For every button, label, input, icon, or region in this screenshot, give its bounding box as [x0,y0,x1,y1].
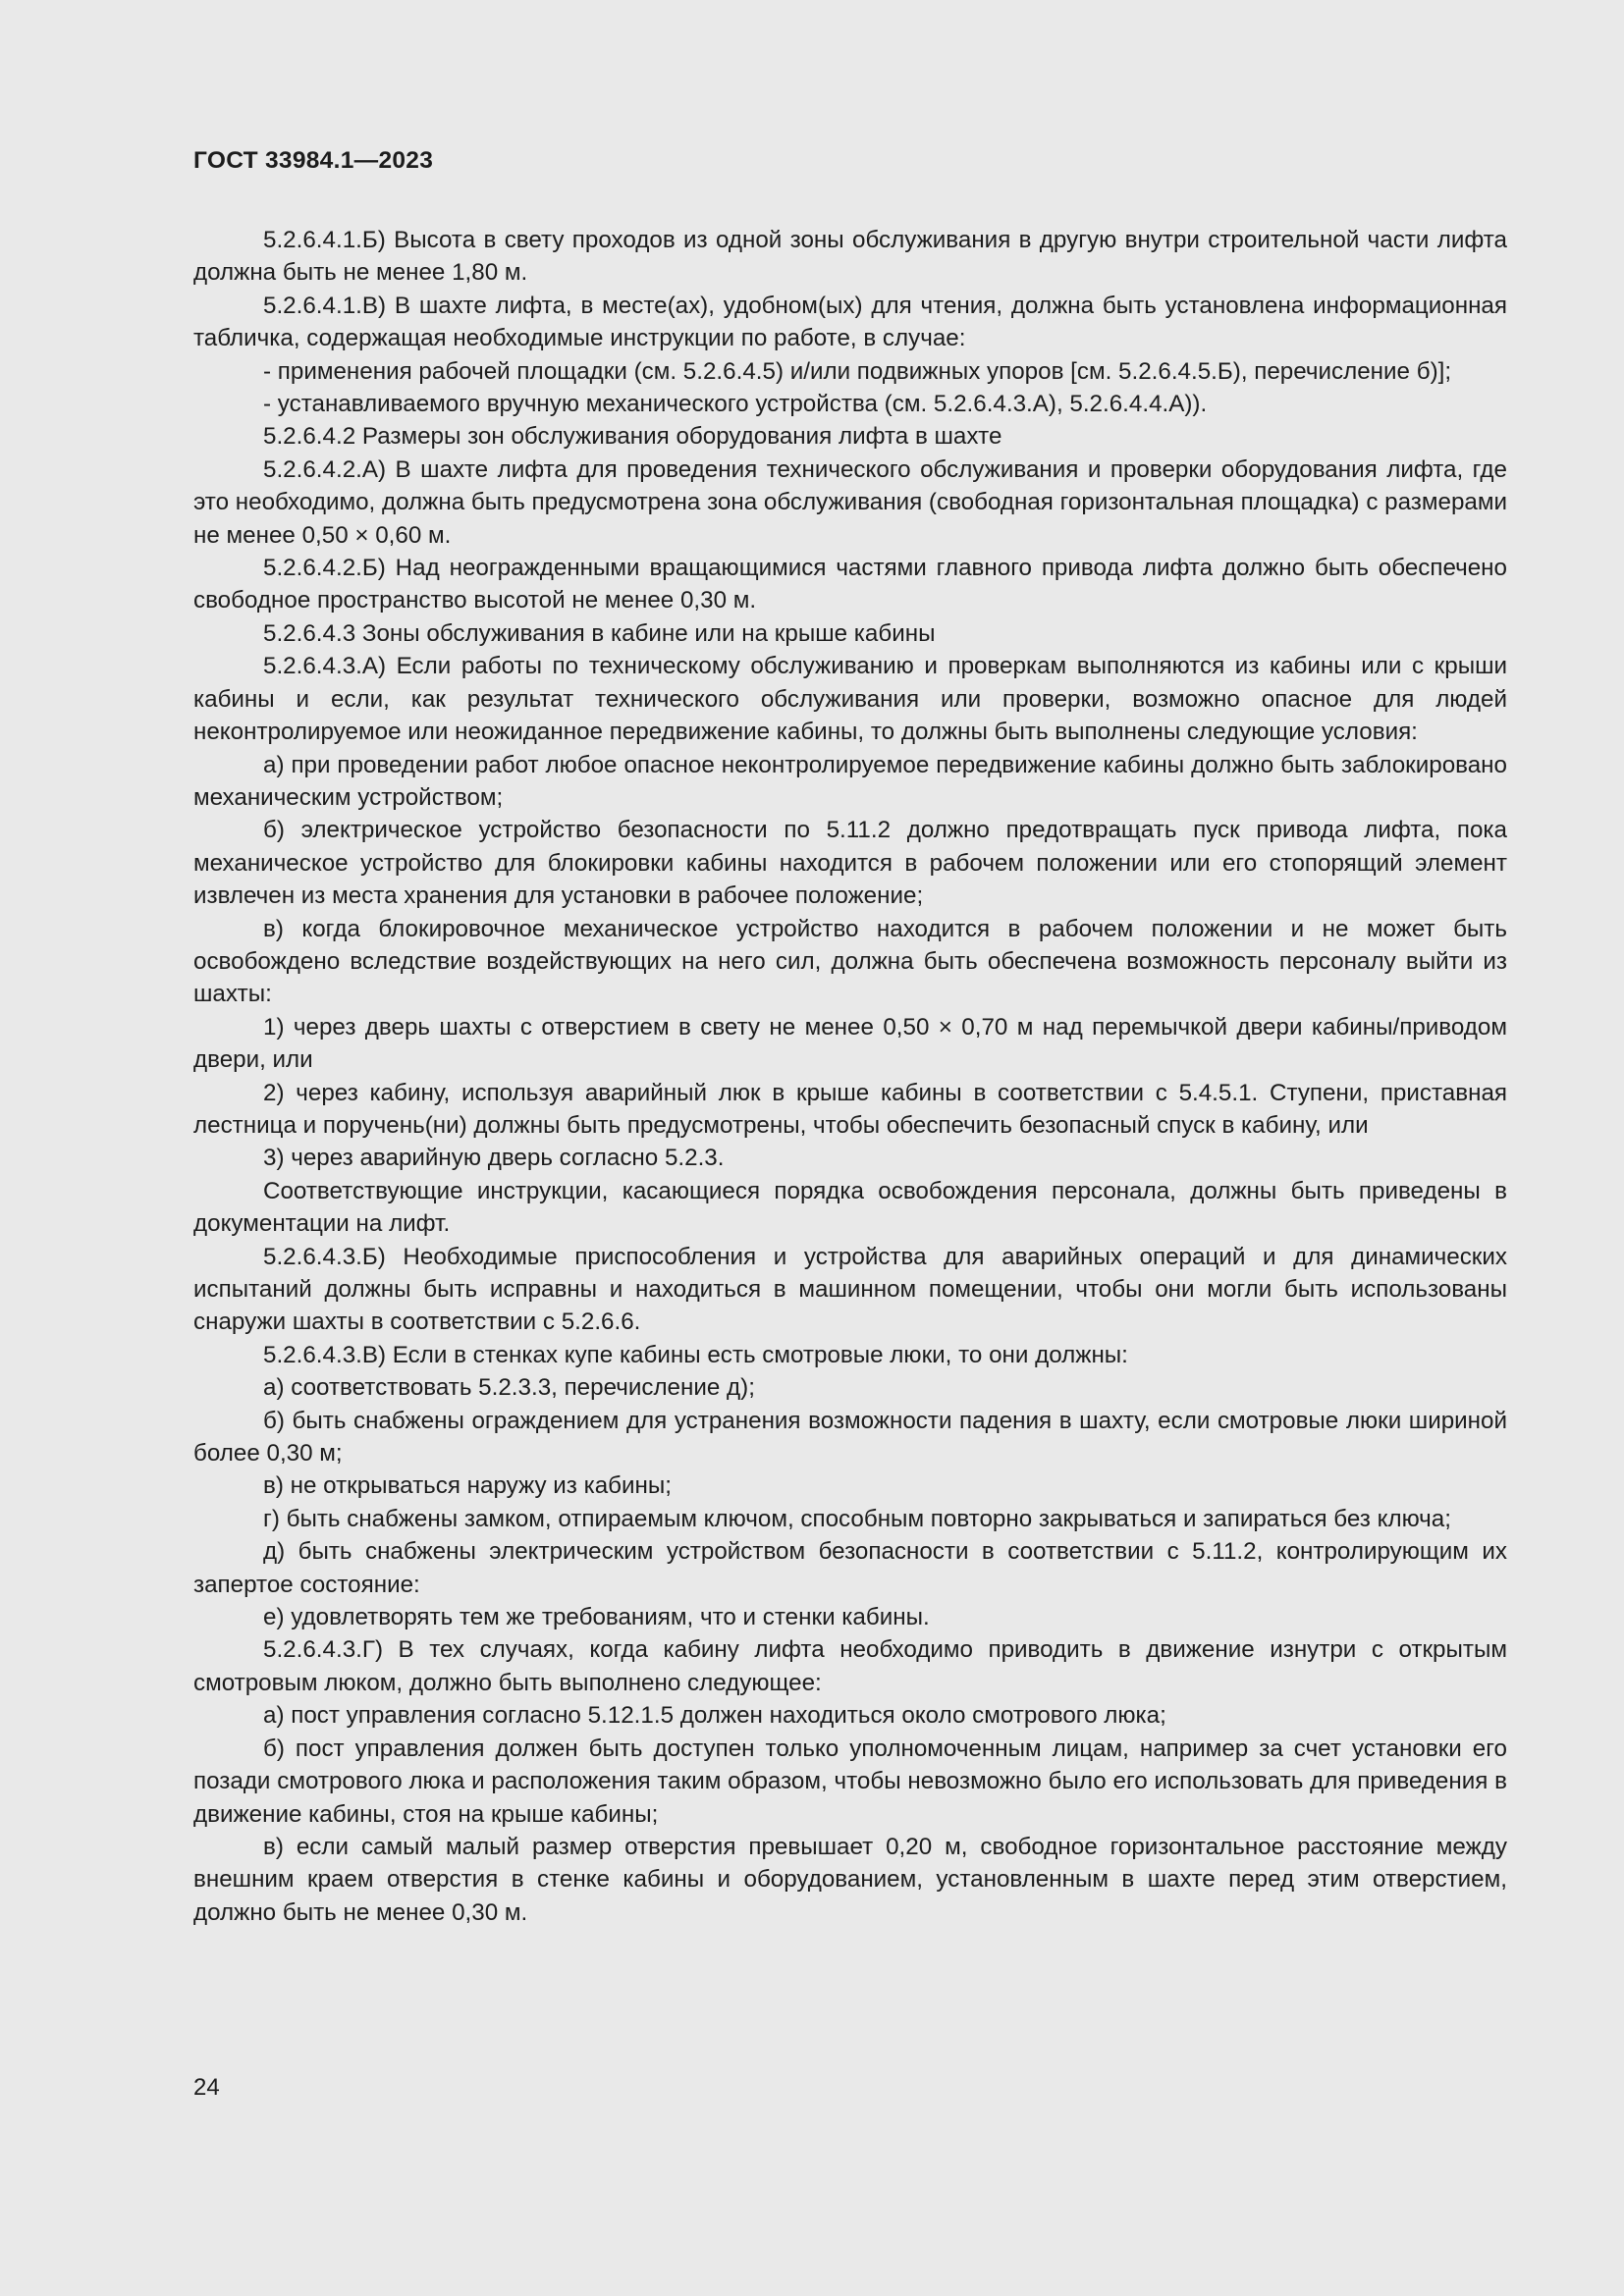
page-number: 24 [193,2074,220,2101]
list-item: - применения рабочей площадки (см. 5.2.6.4.5) и/или подвижных упоров [см. 5.2.6.4.5.Б), перечисление б)]; [263,357,1452,385]
paragraph: 5.2.6.4.1.Б) Высота в свету проходов из одной зоны обслуживания в другую внутри строительной части лифта должна быть не менее 1,80 м. [193,227,1507,287]
list-item: в) когда блокировочное механическое устройство находится в рабочем положении и не может быть освобождено вследствие воздействующих на него сил, должна быть обеспечена возможность персоналу выйти из шахты: [193,915,1507,1008]
list-item: в) не открываться наружу из кабины; [263,1472,672,1500]
list-item: 3) через аварийную дверь согласно 5.2.3. [263,1145,725,1172]
paragraph: 5.2.6.4.1.В) В шахте лифта, в месте(ах), удобном(ых) для чтения, должна быть установлена информационная табличка, содержащая необходимые инструкции по работе, в случае: [193,292,1507,352]
list-item: д) быть снабжены электрическим устройством безопасности в соответствии с 5.11.2, контролирующим их запертое состояние: [193,1538,1507,1598]
document-header: ГОСТ 33984.1—2023 [193,147,434,174]
paragraph: 5.2.6.4.2.Б) Над неогражденными вращающимися частями главного привода лифта должно быть обеспечено свободное пространство высотой не менее 0,30 м. [193,555,1507,614]
paragraph: 5.2.6.4.3.Г) В тех случаях, когда кабину лифта необходимо приводить в движение изнутри с открытым смотровым люком, должно быть выполнено следующее: [193,1636,1507,1696]
list-item: 2) через кабину, используя аварийный люк в крыше кабины в соответствии с 5.4.5.1. Ступени, приставная лестница и поручень(ни) должны быть предусмотрены, чтобы обеспечить безопасный спуск в кабину, или [193,1079,1507,1139]
list-item: е) удовлетворять тем же требованиям, что и стенки кабины. [263,1604,930,1631]
list-item: г) быть снабжены замком, отпираемым ключом, способным повторно закрываться и запираться без ключа; [263,1505,1451,1532]
list-item: - устанавливаемого вручную механического устройства (см. 5.2.6.4.3.А), 5.2.6.4.4.А)). [263,391,1208,418]
paragraph: 5.2.6.4.2.А) В шахте лифта для проведения технического обслуживания и проверки оборудования лифта, где это необходимо, должна быть предусмотрена зона обслуживания (свободная горизонтальная площадка) с размерами не менее 0,50 × 0,60 м. [193,455,1507,549]
list-item: а) соответствовать 5.2.3.3, перечисление д); [263,1374,755,1402]
paragraph: 5.2.6.4.3.Б) Необходимые приспособления и устройства для аварийных операций и для динамических испытаний должны быть исправны и находиться в машинном помещении, чтобы они могли быть использованы снаружи шахты в соответствии с 5.2.6.6. [193,1243,1507,1336]
list-item: б) пост управления должен быть доступен только уполномоченным лицам, например за счет установки его позади смотрового люка и расположения таким образом, чтобы невозможно было его использовать для приведения в движение кабины, стоя на крыше кабины; [193,1735,1507,1828]
paragraph: Соответствующие инструкции, касающиеся порядка освобождения персонала, должны быть приведены в документации на лифт. [193,1177,1507,1238]
paragraph: 5.2.6.4.3.А) Если работы по техническому обслуживанию и проверкам выполняются из кабины или с крыши кабины и если, как результат технического обслуживания или проверки, возможно опасное для людей неконтролируемое или неожиданное передвижение кабины, то должны быть выполнены следующие условия: [193,653,1507,746]
paragraph: 5.2.6.4.3.В) Если в стенках купе кабины есть смотровые люки, то они должны: [263,1341,1128,1368]
list-item: б) быть снабжены ограждением для устранения возможности падения в шахту, если смотровые люки шириной более 0,30 м; [193,1407,1507,1468]
list-item: б) электрическое устройство безопасности по 5.11.2 должно предотвращать пуск привода лифта, пока механическое устройство для блокировки кабины находится в рабочем положении или его стопорящий элемент извлечен из места хранения для установки в рабочее положение; [193,817,1507,910]
list-item: 1) через дверь шахты с отверстием в свету не менее 0,50 × 0,70 м над перемычкой двери кабины/приводом двери, или [193,1013,1507,1074]
list-item: в) если самый малый размер отверстия превышает 0,20 м, свободное горизонтальное расстояние между внешним краем отверстия в стенке кабины и оборудованием, установленным в шахте перед этим отверстием, должно быть не менее 0,30 м. [193,1833,1507,1926]
list-item: а) пост управления согласно 5.12.1.5 должен находиться около смотрового люка; [263,1702,1166,1730]
document-body [193,224,1507,1929]
section-heading: 5.2.6.4.3 Зоны обслуживания в кабине или на крыше кабины [263,619,936,647]
section-heading: 5.2.6.4.2 Размеры зон обслуживания оборудования лифта в шахте [263,423,1002,451]
list-item: а) при проведении работ любое опасное неконтролируемое передвижение кабины должно быть заблокировано механическим устройством; [193,751,1507,811]
